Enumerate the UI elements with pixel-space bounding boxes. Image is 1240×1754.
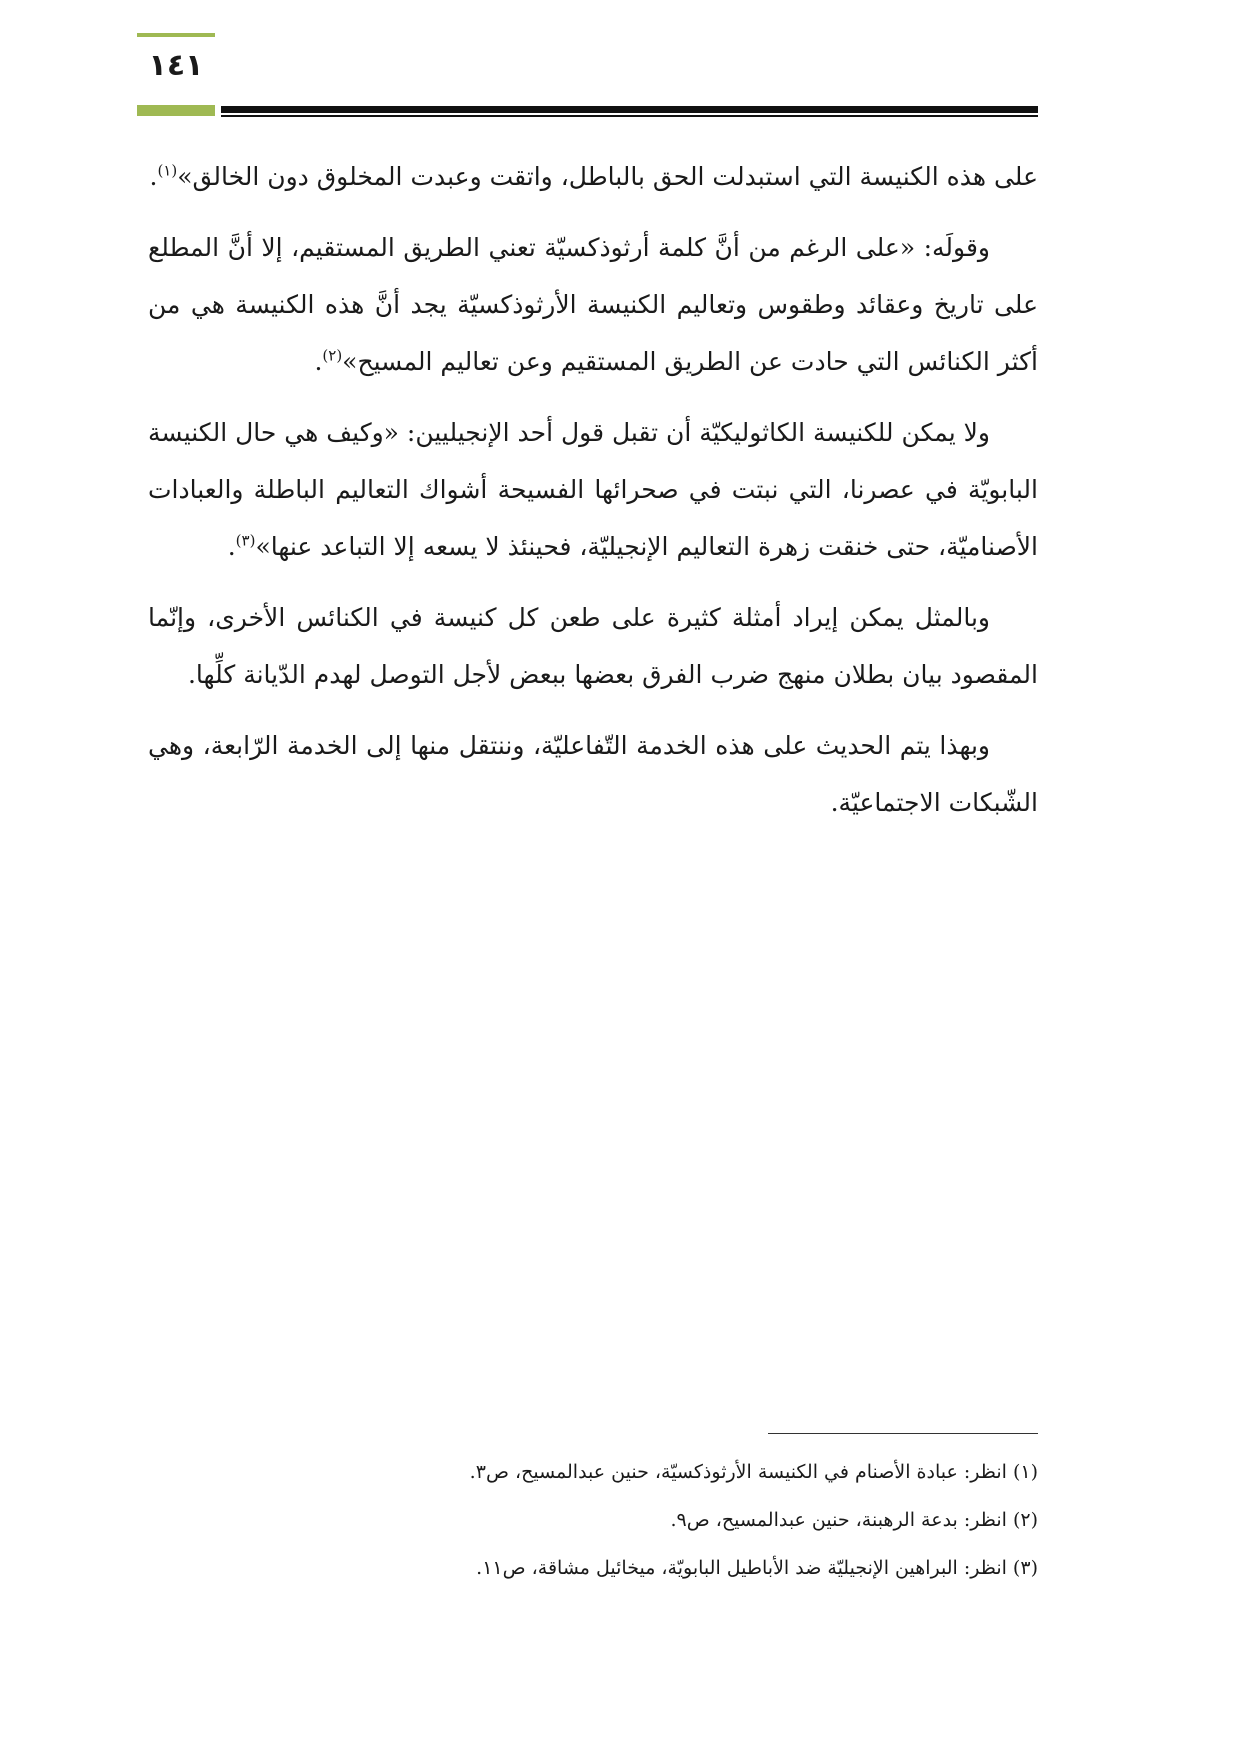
paragraph-4	[148, 589, 1038, 703]
paragraph-1	[148, 148, 1038, 205]
paragraph-text: وبهذا يتم الحديث على هذه الخدمة التّفاعليّة، وننتقل منها إلى الخدمة الرّابعة، وهي الشّبكات الاجتماعيّة.	[148, 731, 1038, 817]
main-text	[148, 148, 1038, 845]
footnote-reference[interactable]: (١)	[157, 161, 178, 180]
footnotes	[148, 1448, 1038, 1592]
paragraph-end: .	[314, 347, 323, 376]
paragraph-end: .	[227, 532, 236, 561]
header-top-green-rule	[137, 33, 215, 37]
footnote-3: (٣) انظر: البراهين الإنجيليّة ضد الأباطيل البابويّة، ميخائيل مشاقة، ص١١.	[476, 1557, 1038, 1579]
paragraph-text: ولا يمكن للكنيسة الكاثوليكيّة أن تقبل قول أحد الإنجيليين: «وكيف هي حال الكنيسة البابويّة في عصرنا، التي نبتت في صحرائها الفسيحة أشواك التعاليم الباطلة والعبادات الأصناميّة، حتى خنقت زهرة التعاليم الإنجيليّة، فحينئذ لا يسعه إلا التباعد عنها»	[148, 418, 1038, 561]
page-number: ١٤١	[148, 48, 204, 83]
paragraph-text: وقولَه: «على الرغم من أنَّ كلمة أرثوذكسيّة تعني الطريق المستقيم، إلا أنَّ المطلع على تاريخ وعقائد وطقوس وتعاليم الكنيسة الأرثوذكسيّة يجد أنَّ هذه الكنيسة هي من أكثر الكنائس التي حادت عن الطريق المستقيم وعن تعاليم المسيح»	[148, 233, 1038, 376]
footnote-reference[interactable]: (٢)	[322, 346, 343, 365]
footnote-1: (١) انظر: عبادة الأصنام في الكنيسة الأرثوذكسيّة، حنين عبدالمسيح، ص٣.	[469, 1461, 1038, 1483]
paragraph-text: وبالمثل يمكن إيراد أمثلة كثيرة على طعن كل كنيسة في الكنائس الأخرى، وإنّما المقصود بيان بطلان منهج ضرب الفرق بعضها ببعض لأجل التوصل لهدم الدّيانة كلِّها.	[148, 603, 1038, 689]
header-black-rule-thin	[221, 115, 1038, 117]
footnote-reference[interactable]: (٣)	[235, 531, 256, 550]
paragraph-text: على هذه الكنيسة التي استبدلت الحق بالباطل، واتقت وعبدت المخلوق دون الخالق»	[177, 162, 1038, 191]
footnote-separator	[768, 1433, 1038, 1434]
paragraph-2	[148, 219, 1038, 390]
header-black-rule	[221, 106, 1038, 113]
header-green-block	[137, 105, 215, 116]
footnote-2: (٢) انظر: بدعة الرهبنة، حنين عبدالمسيح، ص٩.	[670, 1509, 1038, 1531]
paragraph-5	[148, 717, 1038, 831]
paragraph-3	[148, 404, 1038, 575]
paragraph-end: .	[149, 162, 158, 191]
